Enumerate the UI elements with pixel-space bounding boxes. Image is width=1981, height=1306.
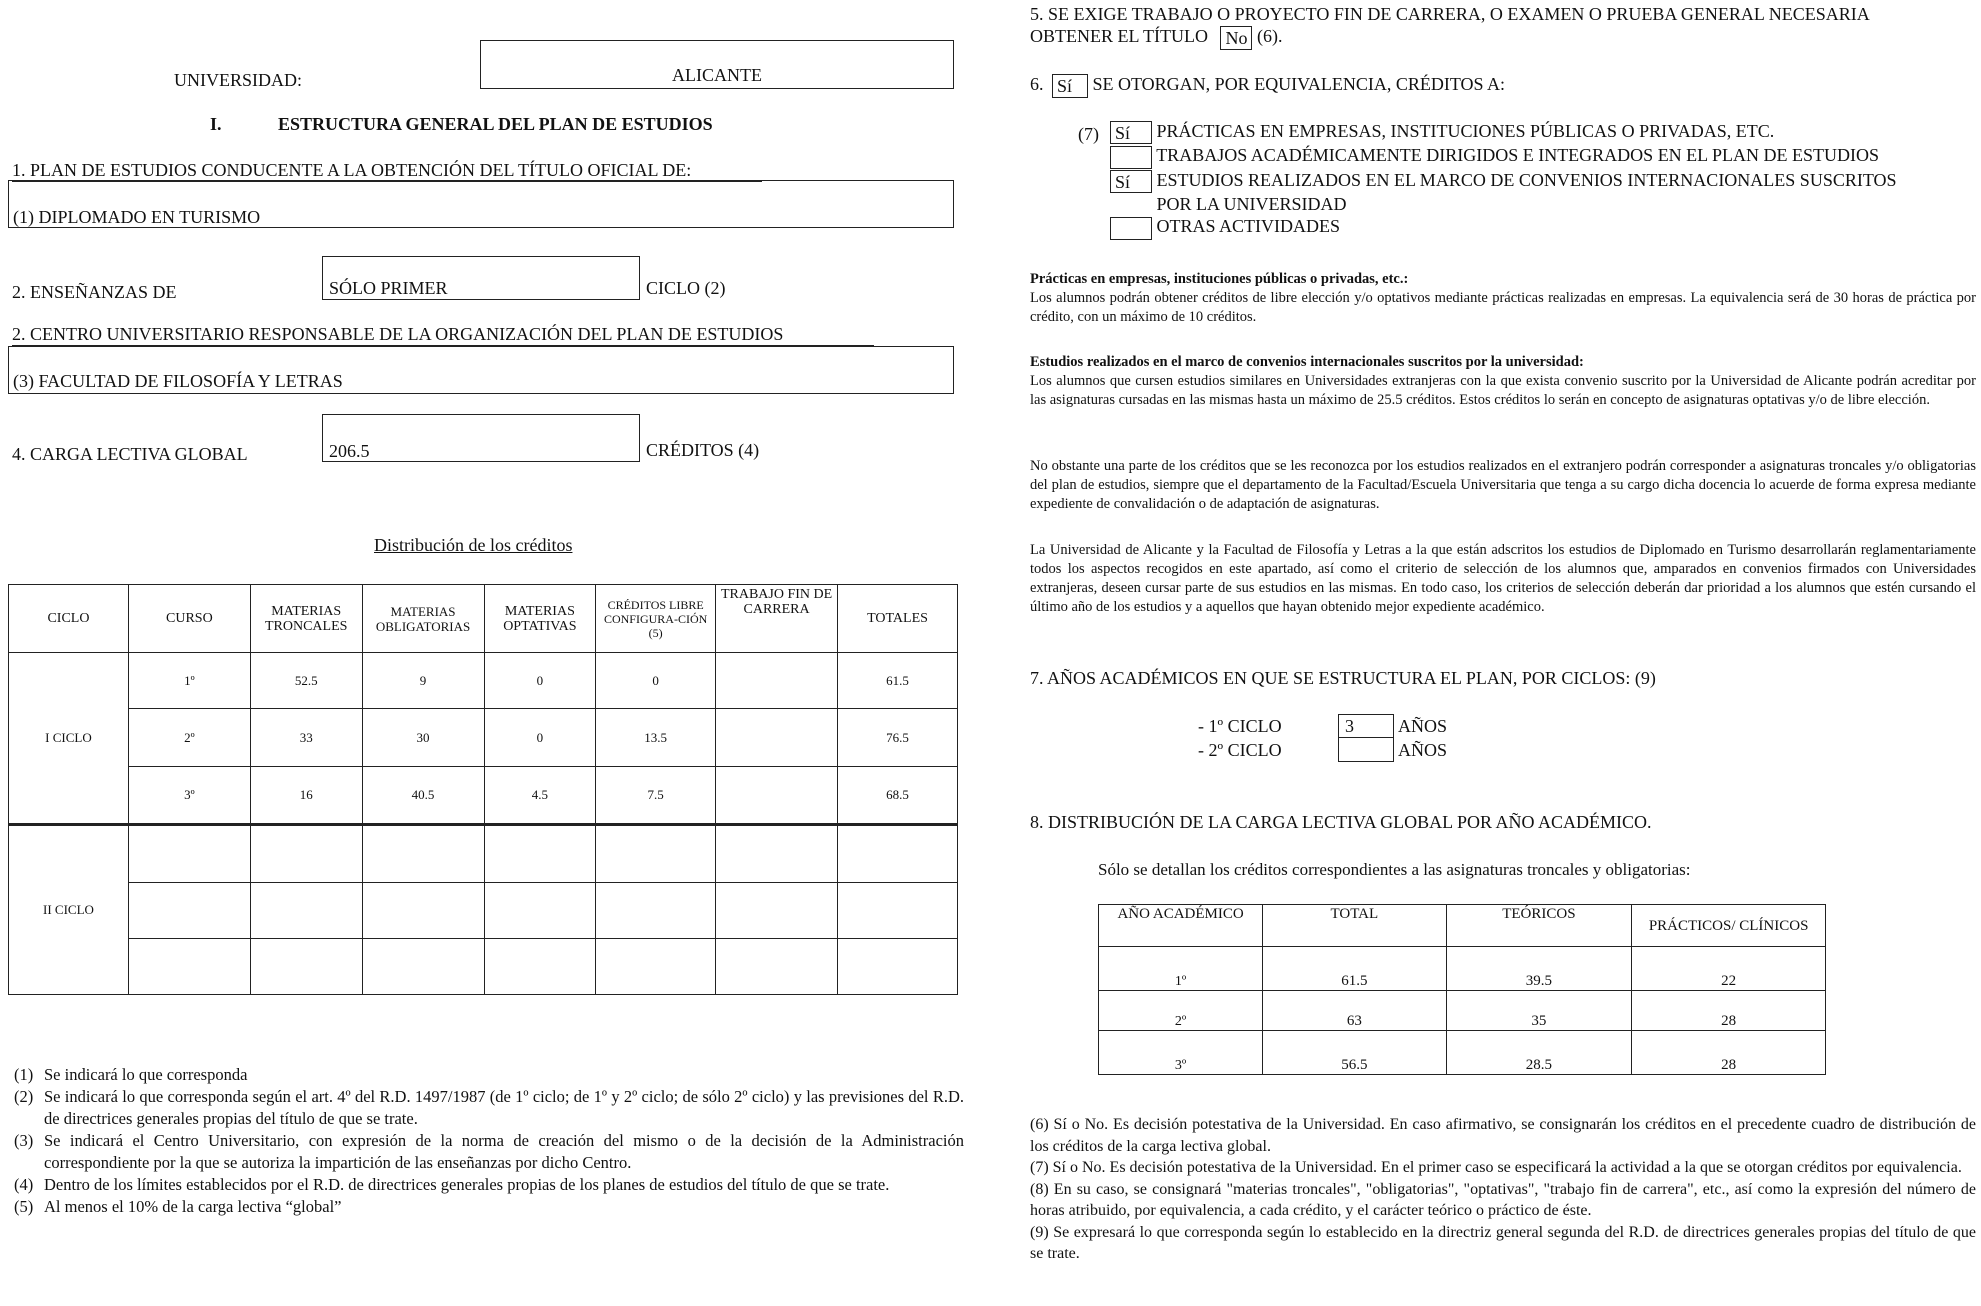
footnote [14, 1064, 964, 1086]
centro-field[interactable] [8, 346, 954, 394]
header-trabajo-fin: TRABAJO FIN DE CARRERA [716, 585, 838, 653]
table-row [9, 709, 958, 767]
table-cell [362, 825, 484, 883]
section-title: ESTRUCTURA GENERAL DEL PLAN DE ESTUDIOS [278, 114, 713, 134]
table-cell: 1º [128, 653, 250, 709]
section-number: I. [210, 114, 222, 134]
table-cell [128, 883, 250, 939]
practicas-paragraph [1030, 270, 1976, 327]
item2-suffix: CICLO (2) [646, 278, 726, 298]
item5-line2 [1030, 26, 1282, 50]
table-cell [596, 825, 716, 883]
option-row [1110, 169, 1897, 193]
table-cell [484, 883, 596, 939]
table-row [9, 825, 958, 883]
table-cell: 28 [1632, 991, 1826, 1031]
table-cell: 35 [1446, 991, 1632, 1031]
universidad-value: ALICANTE [672, 65, 762, 85]
table-cell [716, 883, 838, 939]
notes-right [1030, 1114, 1976, 1265]
table-cell: 9 [362, 653, 484, 709]
table-row [9, 883, 958, 939]
table-cell [484, 825, 596, 883]
footnote-number: (4) [14, 1175, 34, 1194]
header-totales: TOTALES [838, 585, 958, 653]
ciclo1-years-value: 3 [1345, 716, 1354, 736]
option-label: POR LA UNIVERSIDAD [1156, 194, 1347, 215]
table-cell: 68.5 [838, 767, 958, 825]
header-ciclo: CICLO [9, 585, 129, 653]
ensenanzas-value: SÓLO PRIMER [329, 278, 448, 298]
table-cell [250, 883, 362, 939]
table-cell [716, 709, 838, 767]
header-ano: AÑO ACADÉMICO [1099, 905, 1263, 947]
table-cell: 0 [484, 709, 596, 767]
table-cell: 22 [1632, 947, 1826, 991]
table-cell [128, 939, 250, 995]
table-row [9, 939, 958, 995]
table-cell [716, 767, 838, 825]
universidad-field[interactable] [480, 40, 954, 89]
table-cell: 13.5 [596, 709, 716, 767]
table-cell [716, 653, 838, 709]
header-teoricos: TEÓRICOS [1446, 905, 1632, 947]
table-cell [716, 939, 838, 995]
table-cell: 28.5 [1446, 1031, 1632, 1075]
item4-suffix: CRÉDITOS (4) [646, 440, 760, 460]
footnote [14, 1196, 964, 1218]
table-cell [250, 825, 362, 883]
table-cell: 61.5 [838, 653, 958, 709]
practicas-title: Prácticas en empresas, instituciones públicas o privadas, etc.: [1030, 271, 1409, 287]
table-cell [362, 939, 484, 995]
option-checkbox[interactable] [1110, 217, 1152, 240]
footnote-number: (3) [14, 1131, 34, 1150]
ciclo1-years-box[interactable] [1338, 714, 1394, 738]
item6-number: 6. [1030, 74, 1044, 95]
ciclo1-anos: AÑOS [1398, 716, 1448, 736]
table-cell: 40.5 [362, 767, 484, 825]
note: (8) En su caso, se consignará "materias troncales", "obligatorias", "optativas", "trabajo fin de carrera", etc., así como la expresión del número de horas atribuido, por equivalencia, a cada crédito, y el carácter teórico o práctico de éste. [1030, 1180, 1976, 1219]
item8-sub: Sólo se detallan los créditos correspondientes a las asignaturas troncales y obligatorias: [1098, 860, 1691, 879]
centro-value: (3) FACULTAD DE FILOSOFÍA Y LETRAS [13, 371, 343, 391]
footnote-text: Al menos el 10% de la carga lectiva “global” [44, 1197, 342, 1216]
item5-value-box[interactable]: No [1220, 26, 1252, 50]
ciclo-1-cell: I CICLO [9, 653, 129, 825]
footnote-text: Dentro de los límites establecidos por el R.D. de directrices generales propias de los planes de estudios del título de que se trate. [44, 1175, 890, 1194]
titulo-field[interactable] [8, 180, 954, 228]
table-cell [838, 825, 958, 883]
table-cell: 2º [1099, 991, 1263, 1031]
table-cell: 7.5 [596, 767, 716, 825]
item4-label: 4. CARGA LECTIVA GLOBAL [12, 444, 248, 464]
option-row [1110, 215, 1897, 239]
option-checkbox[interactable]: Sí [1110, 121, 1152, 144]
header-obligatorias: MATERIAS OBLIGATORIAS [362, 585, 484, 653]
table-cell: 3º [128, 767, 250, 825]
table-cell [716, 825, 838, 883]
item6-prefix: (7) [1078, 124, 1099, 144]
header-practicos: PRÁCTICOS/ CLÍNICOS [1632, 905, 1826, 947]
item2-label: 2. ENSEÑANZAS DE [12, 282, 177, 302]
note: (6) Sí o No. Es decisión potestativa de la Universidad. En caso afirmativo, se consignarán los créditos en el precedente cuadro de distribución de los créditos de la carga lectiva global. [1030, 1116, 1976, 1155]
table-cell: 3º [1099, 1031, 1263, 1075]
footnote-number: (2) [14, 1087, 34, 1106]
footnote-text: Se indicará lo que corresponda según el art. 4º del R.D. 1497/1987 (de 1º ciclo; de 1º y 2º ciclo; de sólo 2º ciclo) y las previsiones del R.D. de directrices generales propias del título de que se trate. [44, 1087, 964, 1128]
item7-text: 7. AÑOS ACADÉMICOS EN QUE SE ESTRUCTURA EL PLAN, POR CICLOS: (9) [1030, 668, 1656, 688]
item1-label: 1. PLAN DE ESTUDIOS CONDUCENTE A LA OBTENCIÓN DEL TÍTULO OFICIAL DE: [12, 160, 762, 182]
carga-field[interactable] [322, 414, 640, 462]
ciclo2-anos: AÑOS [1398, 740, 1448, 760]
table-row [1099, 947, 1826, 991]
practicas-text: Los alumnos podrán obtener créditos de libre elección y/o optativos mediante prácticas realizadas en empresas. La equivalencia será de 30 horas de práctica por crédito, con un máximo de 10 créditos. [1030, 290, 1976, 325]
table-cell: 61.5 [1263, 947, 1446, 991]
equivalence-options [1110, 120, 1897, 240]
item6-text: SE OTORGAN, POR EQUIVALENCIA, CRÉDITOS A: [1092, 74, 1506, 95]
option-checkbox[interactable]: Sí [1110, 170, 1152, 193]
table-cell: 1º [1099, 947, 1263, 991]
table-cell: 30 [362, 709, 484, 767]
ciclo2-label: - 2º CICLO [1198, 740, 1282, 760]
footnote [14, 1130, 964, 1174]
item8-text: 8. DISTRIBUCIÓN DE LA CARGA LECTIVA GLOBAL POR AÑO ACADÉMICO. [1030, 812, 1652, 832]
convenios-title: Estudios realizados en el marco de convenios internacionales suscritos por la universidad: [1030, 354, 1584, 370]
option-label: ESTUDIOS REALIZADOS EN EL MARCO DE CONVENIOS INTERNACIONALES SUSCRITOS [1156, 169, 1897, 190]
obstante-paragraph: No obstante una parte de los créditos que se les reconozca por los estudios realizados en el extranjero podrán corresponder a asignaturas troncales y/o obligatorias del plan de estudios, siempre que el departamento de la Facultad/Escuela Universitaria que tenga a su cargo dicha docencia lo acuerde de forma expresa mediante expediente de convalidación o de adaptación de asignaturas. [1030, 458, 1976, 512]
table-cell: 16 [250, 767, 362, 825]
titulo-value: (1) DIPLOMADO EN TURISMO [13, 207, 261, 227]
table-cell [250, 939, 362, 995]
table-cell: 63 [1263, 991, 1446, 1031]
footnote-text: Se indicará el Centro Universitario, con expresión de la norma de creación del mismo o de la decisión de la Administración correspondiente por la que se autoriza la impartición de las enseñanzas por dicho Centro. [44, 1131, 964, 1172]
ciclo-2-cell: II CICLO [9, 825, 129, 995]
table-cell: 52.5 [250, 653, 362, 709]
table-cell [838, 939, 958, 995]
table-row [9, 767, 958, 825]
table-cell: 2º [128, 709, 250, 767]
table-row [1099, 1031, 1826, 1075]
header-total: TOTAL [1263, 905, 1446, 947]
item5-suffix: (6). [1256, 26, 1283, 47]
note: (7) Sí o No. Es decisión potestativa de la Universidad. En el primer caso se especificará la actividad a la que se otorgan créditos por equivalencia. [1030, 1159, 1962, 1176]
header-libre-configuracion: CRÉDITOS LIBRE CONFIGURA-CIÓN (5) [596, 585, 716, 653]
convenios-text: Los alumnos que cursen estudios similares en Universidades extranjeras con la que exista convenio suscrito por la Universidad de Alicante podrán acreditar por las asignaturas cursadas en las mismas hasta un máximo de 25.5 créditos. Estos créditos lo serán en concepto de asignaturas optativas y/o de libre elección. [1030, 373, 1976, 408]
note: (9) Se expresará lo que corresponda según lo establecido en la directriz general segunda del R.D. de directrices generales propias del título de que se trate. [1030, 1223, 1976, 1262]
option-label: TRABAJOS ACADÉMICAMENTE DIRIGIDOS E INTEGRADOS EN EL PLAN DE ESTUDIOS [1156, 145, 1880, 166]
option-row [1110, 120, 1897, 144]
option-row [1110, 144, 1897, 168]
header-troncales: MATERIAS TRONCALES [250, 585, 362, 653]
item5-line1: 5. SE EXIGE TRABAJO O PROYECTO FIN DE CARRERA, O EXAMEN O PRUEBA GENERAL NECESARIA [1030, 4, 1870, 24]
table-cell: 4.5 [484, 767, 596, 825]
table-cell [362, 883, 484, 939]
option-label: OTRAS ACTIVIDADES [1156, 216, 1341, 237]
table-cell [128, 825, 250, 883]
table-cell [596, 883, 716, 939]
table-cell: 56.5 [1263, 1031, 1446, 1075]
option-checkbox[interactable] [1110, 146, 1152, 169]
table-cell: 28 [1632, 1031, 1826, 1075]
table-row [9, 653, 958, 709]
distribution-title: Distribución de los créditos [374, 535, 573, 555]
ciclo2-years-box[interactable] [1338, 738, 1394, 762]
table-cell [484, 939, 596, 995]
item6-value-box[interactable]: Sí [1052, 74, 1088, 98]
item6-line [1030, 74, 1505, 98]
convenios-paragraph [1030, 353, 1976, 410]
footnote [14, 1174, 964, 1196]
header-curso: CURSO [128, 585, 250, 653]
table-cell: 33 [250, 709, 362, 767]
table-cell: 76.5 [838, 709, 958, 767]
table-cell: 39.5 [1446, 947, 1632, 991]
footnote-number: (5) [14, 1197, 34, 1216]
year-table [1098, 904, 1826, 1075]
credits-table [8, 584, 958, 995]
table-cell: 0 [596, 653, 716, 709]
table-row [1099, 991, 1826, 1031]
table-cell [838, 883, 958, 939]
option-row [1110, 193, 1897, 215]
universidad-paragraph: La Universidad de Alicante y la Facultad de Filosofía y Letras a la que están adscritos los estudios de Diplomado en Turismo desarrollarán reglamentariamente todos los aspectos recogidos en este apartado, así como el criterio de selección de los alumnos que, amparados en convenios firmados con Universidades extranjeras, deseen cursar parte de sus estudios en las mismas. En todo caso, los criterios de selección deberán dar prioridad a los alumnos que estén cursando el último año de los estudios y a aquellos que hayan obtenido mejor expediente académico. [1030, 542, 1976, 615]
ciclo1-label: - 1º CICLO [1198, 716, 1282, 736]
footnotes-left [14, 1064, 964, 1218]
table-cell: 0 [484, 653, 596, 709]
carga-value: 206.5 [329, 441, 370, 461]
option-label: PRÁCTICAS EN EMPRESAS, INSTITUCIONES PÚBLICAS O PRIVADAS, ETC. [1156, 121, 1775, 141]
footnote [14, 1086, 964, 1130]
item3-label: 2. CENTRO UNIVERSITARIO RESPONSABLE DE LA ORGANIZACIÓN DEL PLAN DE ESTUDIOS [12, 324, 874, 346]
ensenanzas-field[interactable] [322, 256, 640, 300]
universidad-label: UNIVERSIDAD: [174, 70, 302, 90]
footnote-number: (1) [14, 1065, 34, 1084]
header-optativas: MATERIAS OPTATIVAS [484, 585, 596, 653]
footnote-text: Se indicará lo que corresponda [44, 1065, 248, 1084]
item5-label: OBTENER EL TÍTULO [1030, 26, 1208, 47]
table-cell [596, 939, 716, 995]
